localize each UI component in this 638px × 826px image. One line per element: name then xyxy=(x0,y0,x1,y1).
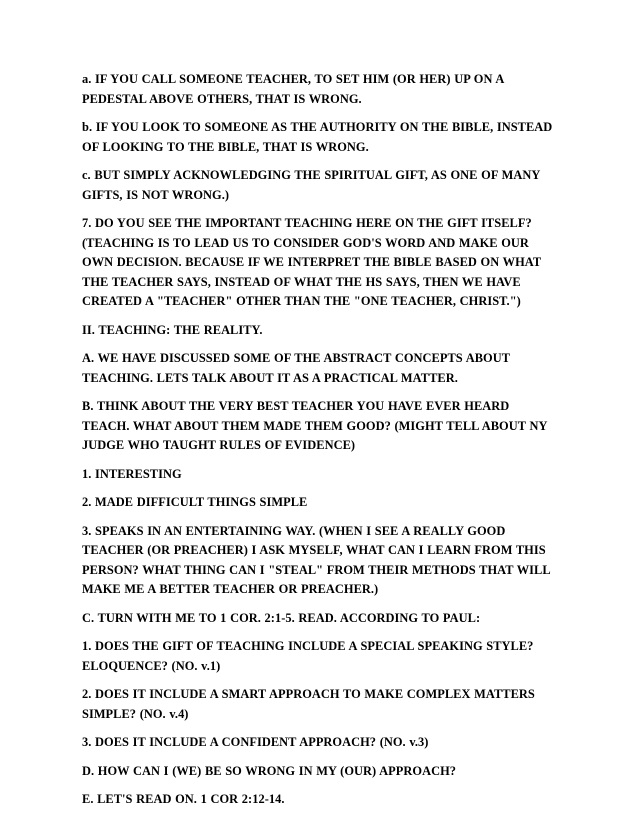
paragraph-a-pedestal: a. IF YOU CALL SOMEONE TEACHER, TO SET HIM (OR HER) UP ON A PEDESTAL ABOVE OTHERS, THAT IS WRONG. xyxy=(82,72,504,106)
paragraph-D-so-wrong: D. HOW CAN I (WE) BE SO WRONG IN MY (OUR) APPROACH? xyxy=(82,763,457,778)
list-item-interesting: 1. INTERESTING xyxy=(82,466,182,481)
paragraph-B-best-teacher: B. THINK ABOUT THE VERY BEST TEACHER YOU HAVE EVER HEARD TEACH. WHAT ABOUT THEM MADE THEM GOOD? (MIGHT TELL ABOUT NY JUDGE WHO TAUGHT RULES OF EVIDENCE) xyxy=(82,399,548,452)
paragraph-E-read-on: E. LET'S READ ON. 1 COR 2:12-14. xyxy=(82,792,285,806)
document-body xyxy=(82,70,560,819)
question-speaking-style: 1. DOES THE GIFT OF TEACHING INCLUDE A SPECIAL SPEAKING STYLE? ELOQUENCE? (NO. v.1) xyxy=(82,639,534,673)
paragraph-A-abstract-concepts: A. WE HAVE DISCUSSED SOME OF THE ABSTRACT CONCEPTS ABOUT TEACHING. LETS TALK ABOUT IT AS A PRACTICAL MATTER. xyxy=(82,351,510,385)
section-heading-teaching-reality: II. TEACHING: THE REALITY. xyxy=(82,322,263,337)
paragraph-b-authority: b. IF YOU LOOK TO SOMEONE AS THE AUTHORITY ON THE BIBLE, INSTEAD OF LOOKING TO THE BIBLE, THAT IS WRONG. xyxy=(82,120,553,154)
paragraph-c-acknowledging: c. BUT SIMPLY ACKNOWLEDGING THE SPIRITUAL GIFT, AS ONE OF MANY GIFTS, IS NOT WRONG.) xyxy=(82,168,540,202)
question-smart-approach: 2. DOES IT INCLUDE A SMART APPROACH TO MAKE COMPLEX MATTERS SIMPLE? (NO. v.4) xyxy=(82,687,535,721)
paragraph-7-important-teaching: 7. DO YOU SEE THE IMPORTANT TEACHING HERE ON THE GIFT ITSELF? (TEACHING IS TO LEAD US TO CONSIDER GOD'S WORD AND MAKE OUR OWN DECISION. BECAUSE IF WE INTERPRET THE BIBLE BASED ON WHAT THE TEACHER SAYS, INSTEAD OF WHAT THE HS SAYS, THEN WE HAVE CREATED A "TEACHER" OTHER THAN THE "ONE TEACHER, CHRIST.") xyxy=(82,216,541,308)
list-item-entertaining: 3. SPEAKS IN AN ENTERTAINING WAY. (WHEN I SEE A REALLY GOOD TEACHER (OR PREACHER) I ASK MYSELF, WHAT CAN I LEARN FROM THIS PERSON? WHAT THING CAN I "STEAL" FROM THEIR METHODS THAT WILL MAKE ME A BETTER TEACHER OR PREACHER.) xyxy=(82,523,550,596)
paragraph-C-turn-to-cor: C. TURN WITH ME TO 1 COR. 2:1-5. READ. ACCORDING TO PAUL: xyxy=(82,610,481,625)
list-item-simple: 2. MADE DIFFICULT THINGS SIMPLE xyxy=(82,495,308,509)
question-confident-approach: 3. DOES IT INCLUDE A CONFIDENT APPROACH? (NO. v.3) xyxy=(82,735,429,749)
